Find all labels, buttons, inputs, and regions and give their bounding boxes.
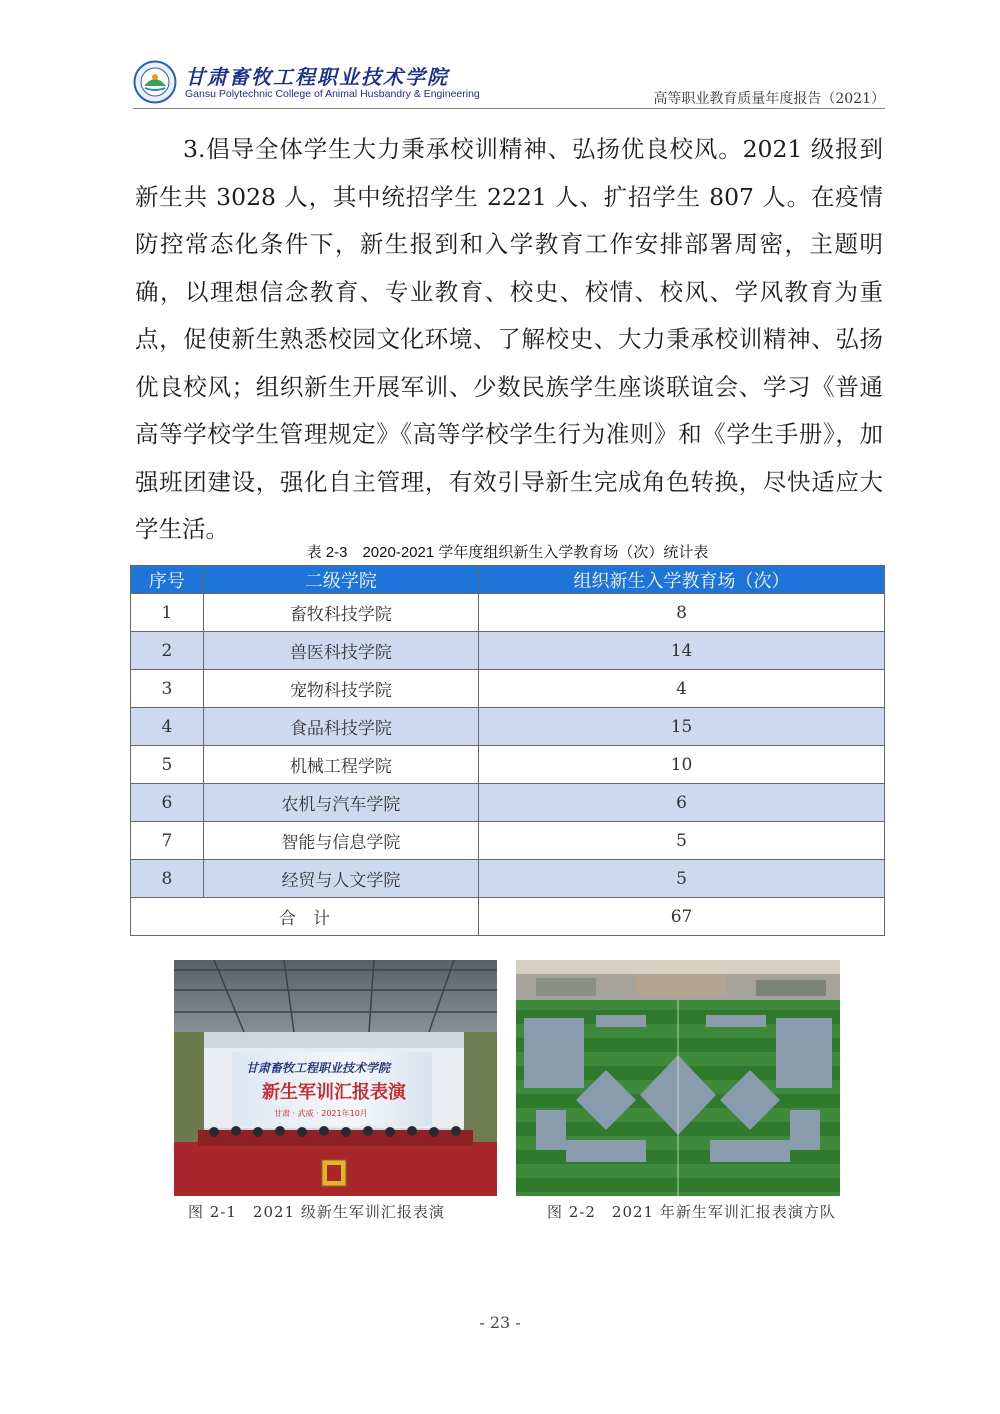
banner-college-name: 甘肃畜牧工程职业技术学院 — [246, 1061, 391, 1075]
table-row — [131, 746, 885, 784]
cell-index: 3 — [131, 670, 204, 708]
college-name-cn: 甘肃畜牧工程职业技术学院 — [185, 65, 449, 89]
table-row — [131, 670, 885, 708]
header-divider — [133, 108, 885, 109]
total-value: 67 — [479, 898, 885, 936]
cell-sessions: 5 — [479, 860, 885, 898]
photo-training-formation — [516, 960, 840, 1196]
cell-index: 6 — [131, 784, 204, 822]
cell-index: 7 — [131, 822, 204, 860]
cell-sessions: 14 — [479, 632, 885, 670]
body-paragraph: 3.倡导全体学生大力秉承校训精神、弘扬优良校风。2021 级报到新生共 3028 人，其中统招学生 2221 人、扩招学生 807 人。在疫情防控常态化条件下，新生报到和入学教育工作安排部署周密，主题明确，以理想信念教育、专业教育、校史、校情、校风、学风教育为重点，促使新生熟悉校园文化环境、了解校史、大力秉承校训精神、弘扬优良校风；组织新生开展军训、少数民族学生座谈联谊会、学习《普通高等学校学生管理规定》《高等学校学生行为准则》和《学生手册》，加强班团建设，强化自主管理，有效引导新生完成角色转换，尽快适应大学生活。 — [135, 135, 883, 543]
table-row — [131, 632, 885, 670]
header-college: 二级学院 — [203, 566, 478, 594]
cell-college: 食品科技学院 — [203, 708, 478, 746]
cell-sessions: 6 — [479, 784, 885, 822]
cell-index: 1 — [131, 594, 204, 632]
cell-college: 经贸与人文学院 — [203, 860, 478, 898]
cell-college: 农机与汽车学院 — [203, 784, 478, 822]
table-row — [131, 860, 885, 898]
photo-military-training-ceremony — [174, 960, 497, 1196]
table-row — [131, 784, 885, 822]
header-index: 序号 — [131, 566, 204, 594]
college-logo-icon — [133, 60, 177, 104]
table-caption: 表 2-3 2020-2021 学年度组织新生入学教育场（次）统计表 — [306, 544, 709, 561]
cell-index: 5 — [131, 746, 204, 784]
cell-index: 4 — [131, 708, 204, 746]
report-title: 高等职业教育质量年度报告（2021） — [653, 91, 885, 107]
cell-college: 宠物科技学院 — [203, 670, 478, 708]
cell-college: 智能与信息学院 — [203, 822, 478, 860]
page-header — [133, 58, 885, 110]
statistics-table — [130, 565, 885, 936]
figure-caption-1: 图 2-1 2021 级新生军训汇报表演 — [188, 1203, 445, 1221]
cell-sessions: 8 — [479, 594, 885, 632]
total-label: 合 计 — [131, 898, 479, 936]
figure-caption-2: 图 2-2 2021 年新生军训汇报表演方队 — [547, 1203, 836, 1221]
banner-title: 新生军训汇报表演 — [262, 1082, 406, 1103]
cell-sessions: 4 — [479, 670, 885, 708]
page-number: - 23 - — [479, 1313, 521, 1332]
banner-subtitle: 甘肃 · 武威 · 2021年10月 — [274, 1109, 368, 1118]
cell-index: 8 — [131, 860, 204, 898]
cell-college: 机械工程学院 — [203, 746, 478, 784]
table-row — [131, 822, 885, 860]
college-name-en: Gansu Polytechnic College of Animal Husbandry & Engineering — [185, 88, 480, 100]
cell-college: 兽医科技学院 — [203, 632, 478, 670]
cell-sessions: 10 — [479, 746, 885, 784]
cell-sessions: 5 — [479, 822, 885, 860]
cell-college: 畜牧科技学院 — [203, 594, 478, 632]
header-sessions: 组织新生入学教育场（次） — [479, 566, 885, 594]
cell-sessions: 15 — [479, 708, 885, 746]
cell-index: 2 — [131, 632, 204, 670]
table-total-row — [131, 898, 885, 936]
table-row — [131, 708, 885, 746]
table-row — [131, 594, 885, 632]
table-header-row — [131, 566, 885, 594]
